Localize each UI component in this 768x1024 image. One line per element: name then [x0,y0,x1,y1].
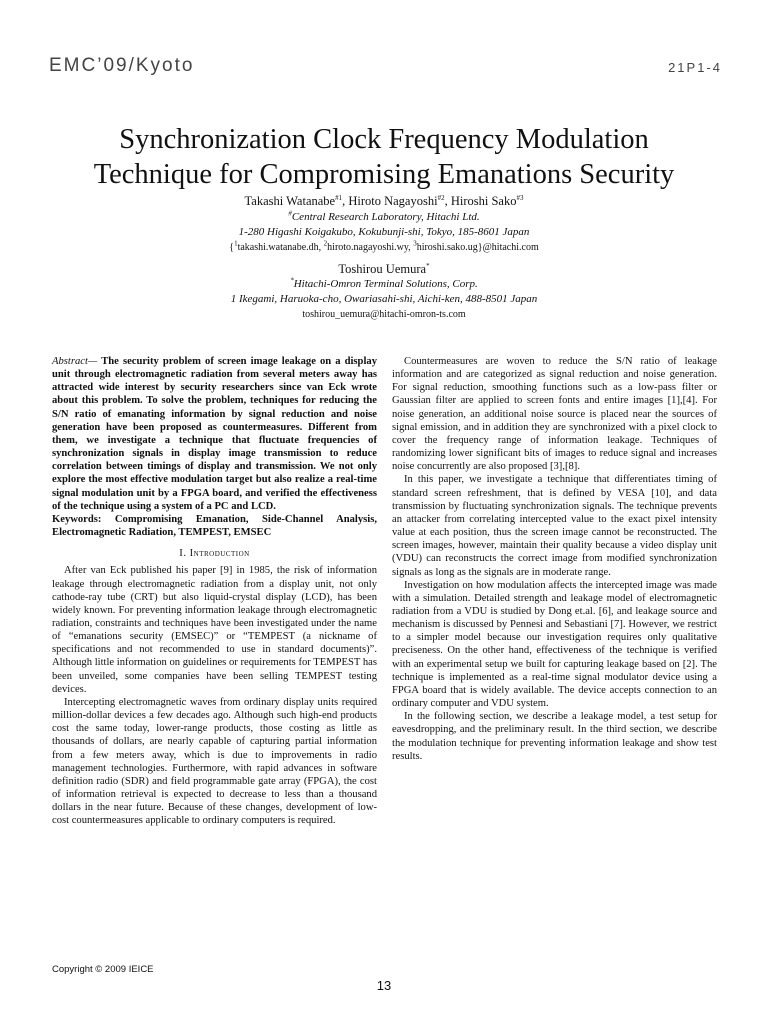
affiliation [60,210,708,225]
author-emails [60,240,708,255]
affiliation-name: Hitachi-Omron Terminal Solutions, Corp. [293,278,478,290]
affiliation-mark: * [290,276,294,285]
author-names-group-2 [60,262,708,278]
abstract-label: Abstract— [52,356,98,367]
author-email: toshirou_uemura@hitachi-omron-ts.com [302,309,466,320]
paragraph: In this paper, we investigate a technique that differentiates timing of standard screen refreshment, that is defined by VESA [10], and data transmission by fluctuating synchronization signals. The technique prevents an attacker from correlating intercepted value to the exact pixel intensity value at each position, thus the screen image cannot be reconstructed. The screen images, however, maintain their quality because a video display unit (VDU) can reconstructs the correct image from modified synchronization signals as long as the signals are in moderate range. [392,474,717,578]
email-local: hiroto.nagayoshi.wy, [327,241,414,253]
affiliation-address: 1-280 Higashi Koigakubo, Kokubunji-shi, Tokyo, 185-8601 Japan [238,225,530,238]
affiliation-name: Central Research Laboratory, Hitachi Ltd. [291,210,480,223]
page-number: 13 [376,978,392,993]
author-block [60,194,708,322]
email-local: hiroshi.sako.ug}@hitachi.com [416,241,539,253]
right-column [392,355,717,763]
paragraph: In the following section, we describe a leakage model, a test setup for eavesdropping, and the preliminary result. In the third section, we describe the modulation technique for preventing information leakage and show test results. [392,711,717,762]
left-column [52,355,377,827]
affiliation-address: 1 Ikegami, Haruoka-cho, Owariasahi-shi, Aichi-ken, 488-8501 Japan [230,293,538,305]
paragraph: Investigation on how modulation affects the intercepted image was made with a simulation. Detailed strength and leakage model of electromagnetic radiation from a VDU is studied by Dong et.al. [6], and leakage source and mechanism is discussed by Pennesi and Sebastiani [7]. However, we restrict to a simpler model because our investigation requires only qualitative preciseness. On the other hand, effectiveness of the technique is verified with an experimental setup we built for capturing leakage based on [2]. The technique is implemented as a real-time signal modulator device using a FPGA board that is widely available. The device accepts connection to an ordinary computer and VDU system. [392,579,717,710]
email-mark: 2 [323,239,328,248]
author-name: Takashi Watanabe [244,194,336,208]
conference-name: EMC’09/Kyoto [49,55,195,76]
paper-code: 21P1-4 [668,60,722,75]
keywords: Keywords: Compromising Emanation, Side-Channel Analysis, Electromagnetic Radiation, TEMPEST, EMSEC [52,513,377,539]
author-names-group-1: Takashi Watanabe$^{\#1}$, Hiroto Nagayoshi$^{\#2}$, Hiroshi Sako$^{\#3}$ [244,193,524,208]
paragraph: Countermeasures are woven to reduce the S/N ratio of leakage information and are categorized as signal reduction and noise generation. For signal reduction, smoothing functions such as a low-pass filter or Gaussian filter are applied to screen fonts and entire images [1],[4]. For noise generation, an additional noise source is placed near the sources of signal emission, and in addition they are synchronized with a pixel clock to cover the frequency range of information leakage. Techniques of randomizing lower significant bits of images to reduce signal and increases noise concurrently are also proposed [3],[8]. [392,356,717,473]
paper-title [30,122,738,192]
affiliation-mark: # [288,208,292,217]
author-mark: #2 [437,193,445,202]
author-mark: #1 [335,193,343,202]
paragraph: After van Eck published his paper [9] in 1985, the risk of information leakage through electromagnetic radiation from a display unit, not only cathode-ray tube (CRT) but also liquid-crystal display (LCD), has been widely known. For preventing information leakage through electromagnetic radiation, constraints and techniques have been investigated under the name of “emanations security (EMSEC)” or “TEMPEST (a nickname of specifications and not recommended to use in standard documents)”. Although little information on guidelines or requirements for TEMPEST has been unveiled, some companies have been selling TEMPEST testing devices. [52,565,377,695]
abstract [52,355,377,513]
email-local: takashi.watanabe.dh, [237,241,324,253]
author-name: Hiroshi Sako [450,194,517,208]
copyright-notice: Copyright © 2009 IEICE [52,964,154,975]
section-heading: I. Introduction [179,548,250,560]
title-line-1: Synchronization Clock Frequency Modulation [119,124,649,155]
author-name: Toshirou Uemura [338,261,427,276]
title-line-2: Technique for Compromising Emanations Security [93,159,675,190]
author-mark: * [426,261,430,270]
email-mark: 1 [234,239,238,248]
author-name: Hiroto Nagayoshi [348,194,438,208]
author-mark: #3 [516,193,524,202]
affiliation [60,277,708,292]
abstract-text: The security problem of screen image leakage on a display unit through electromagnetic radiation from several meters away has attracted wide interest by security researchers since van Eck wrote about this problem. To solve the problem, techniques for reducing the S/N ratio of emanating information by signal reduction and noise generation have been proposed as countermeasures. Different from them, we investigate a technique that fluctuate frequencies of synchronization signals in display image transmission to reduce correlation between timings of display and transmission. We not only explore the most effective modulation target but also realize a real-time signal modulation unit by a FPGA board, and verified the effectiveness of the technique using a system of a PC and LCD. [52,356,377,512]
paragraph: Intercepting electromagnetic waves from ordinary display units required million-dollar devices a few decades ago. Although such high-end products cost the same today, lower-range products, those costing as little as thousands of dollars, are nearly capable of capturing partial information from a few meters away, which is due to improvements in radio management technologies. Furthermore, with rapid advances in software definition radio (SDR) and field programmable gate array (FPGA), the cost of information retrieval is expected to decrease to less than a thousand dollars in the near future. Because of these changes, development of low-cost countermeasures applicable to ordinary computers is required. [52,696,377,827]
email-brace: { [229,241,235,253]
email-mark: 3 [413,239,417,248]
